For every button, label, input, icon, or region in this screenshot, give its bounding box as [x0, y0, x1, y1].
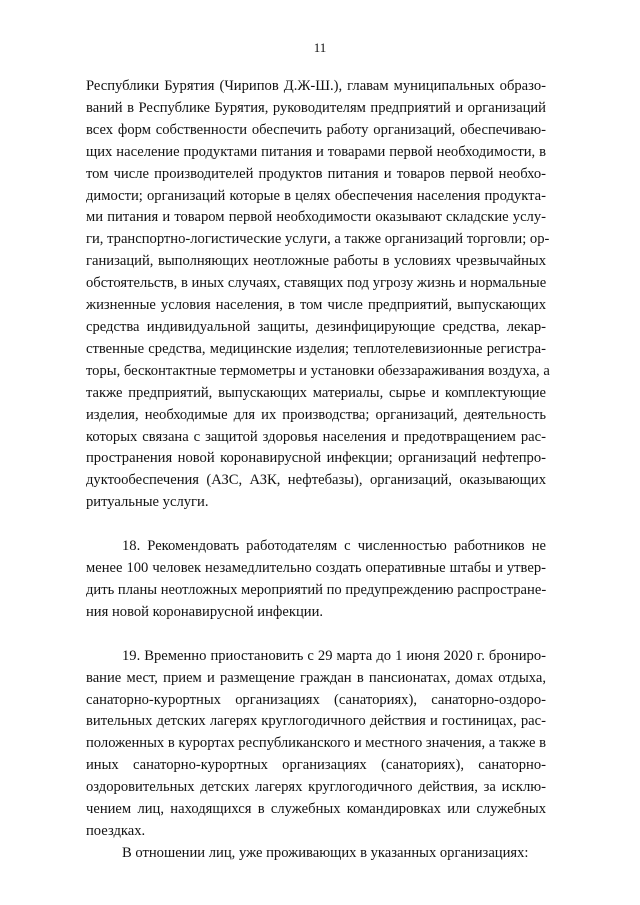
text-line: ваний в Республике Бурятия, руководителям предприятий и организаций [86, 99, 546, 116]
text-line: ритуальные услуги. [86, 494, 209, 511]
text-line: вительных детских лагерях круглогодичного действия и гостиницах, рас- [86, 713, 546, 730]
text-line: санаторно-курортных организациях (санаториях), санаторно-оздоро- [86, 691, 546, 708]
text-line: которых связана с защитой здоровья населения и предотвращением рас- [86, 428, 546, 445]
text-line: средства индивидуальной защиты, дезинфицирующие средства, лекар- [86, 318, 546, 335]
text-line: также предприятий, выпускающих материалы, сырье и комплектующие [86, 384, 546, 401]
text-line: ми питания и товаром первой необходимости оказывают складские услу- [86, 209, 546, 226]
text-line: ственные средства, медицинские изделия; теплотелевизионные регистра- [86, 340, 546, 357]
text-line: 18. Рекомендовать работодателям с численностью работников не [122, 538, 546, 555]
text-line: оздоровительных детских лагерях круглогодичного действия, за исклю- [86, 779, 546, 796]
text-line: пространения новой коронавирусной инфекции; организаций нефтепро- [86, 450, 546, 467]
text-line: дить планы неотложных мероприятий по предупреждению распростране- [86, 581, 547, 598]
paragraph-item-19-cont [86, 843, 546, 865]
text-line: обстоятельств, в иных случаях, ставящих под угрозу жизнь и нормальные [86, 275, 547, 292]
text-line: 19. Временно приостановить с 29 марта до 1 июня 2020 г. брониро- [122, 647, 546, 664]
text-line: изделия, необходимые для их производства; организаций, деятельность [86, 406, 546, 423]
text-line: менее 100 человек незамедлительно создать оперативные штабы и утвер- [86, 560, 546, 577]
text-line: дуктообеспечения (АЗС, АЗК, нефтебазы), организаций, оказывающих [86, 472, 546, 489]
text-line: положенных в курортах республиканского и местного значения, а также в [86, 735, 546, 752]
text-line: ги, транспортно-логистические услуги, а также организаций торговли; ор- [86, 231, 550, 248]
text-line: щих население продуктами питания и товарами первой необходимости, в [86, 143, 546, 160]
text-line: чением лиц, находящихся в служебных командировках или служебных [86, 801, 546, 818]
text-line: всех форм собственности обеспечить работу организаций, обеспечиваю- [86, 121, 546, 138]
paragraph-gap [86, 514, 546, 536]
text-line: вание мест, прием и размещение граждан в пансионатах, домах отдыха, [86, 669, 546, 686]
text-line: Республики Бурятия (Чирипов Д.Ж-Ш.), главам муниципальных образо- [86, 78, 546, 94]
text-line: ганизаций, выполняющих неотложные работы в условиях чрезвычайных [86, 253, 546, 270]
paragraph-gap [86, 624, 546, 646]
text-line: ния новой коронавирусной инфекции. [86, 603, 324, 620]
paragraph-item-18 [86, 536, 546, 624]
text-line: В отношении лиц, уже проживающих в указанных организациях: [122, 844, 529, 861]
text-line: жизненные условия населения, в том числе предприятий, выпускающих [86, 297, 546, 314]
text-line: димости; организаций которые в целях обеспечения населения продукта- [86, 187, 546, 204]
text-line: том числе производителей продуктов питания и товаров первой необхо- [86, 165, 546, 182]
paragraph-item-19 [86, 646, 546, 843]
text-line: иных санаторно-курортных организациях (санаториях), санаторно- [86, 757, 546, 774]
page-number: 11 [313, 40, 327, 55]
paragraph-continuation [86, 76, 550, 514]
document-body [86, 76, 550, 865]
text-line: поездках. [86, 823, 146, 839]
text-line: торы, бесконтактные термометры и установки обеззараживания воздуха, а [86, 362, 550, 379]
